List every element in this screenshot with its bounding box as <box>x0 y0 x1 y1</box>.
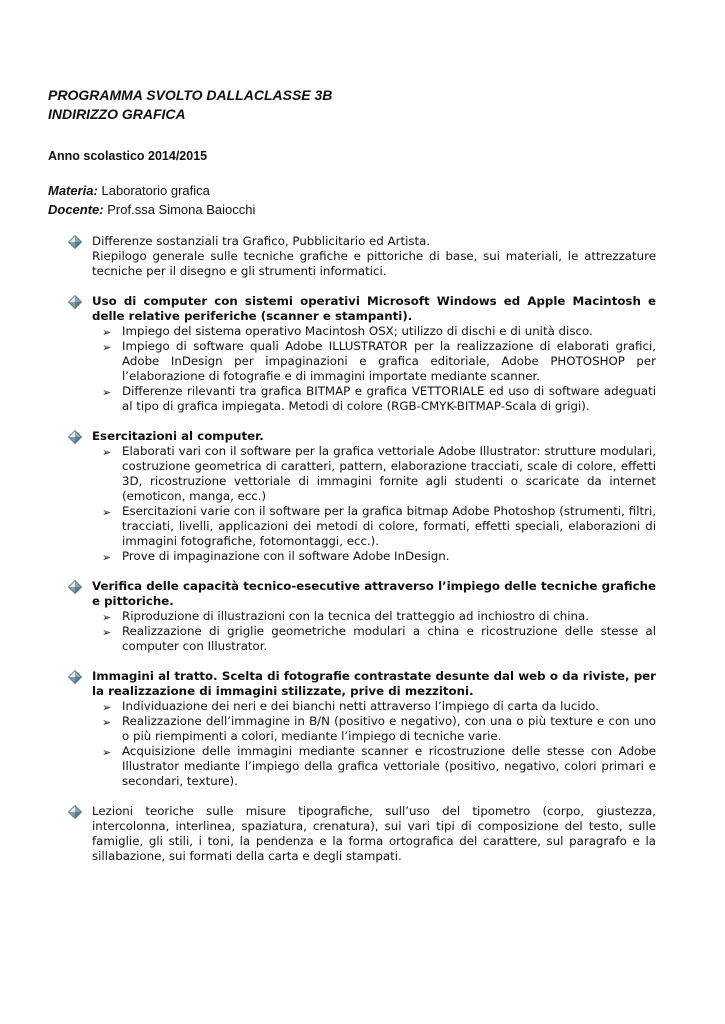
arrow-bullet-icon: ➢ <box>102 611 112 624</box>
diamond-bullet-icon <box>68 580 82 594</box>
list-item <box>98 609 656 624</box>
diamond-bullet-icon <box>68 295 82 309</box>
arrow-bullet-icon: ➢ <box>102 506 112 519</box>
list-item <box>98 699 656 714</box>
subject-row <box>48 181 668 200</box>
section-3 <box>68 429 656 564</box>
section-title: Uso di computer con sistemi operativi Microsoft Windows ed Apple Macintosh e delle relative periferiche (scanner e stampanti). <box>92 294 656 323</box>
list-item <box>98 384 656 414</box>
list-item <box>98 339 656 384</box>
list-item-text: Riproduzione di illustrazioni con la tecnica del tratteggio ad inchiostro di china. <box>122 609 589 623</box>
section-2 <box>68 294 656 414</box>
section-title: Verifica delle capacità tecnico-esecutive attraverso l’impiego delle tecniche grafiche e pittoriche. <box>92 579 656 608</box>
list-item <box>98 549 656 564</box>
teacher-label: Docente: <box>48 202 104 217</box>
list-item-text: Elaborati vari con il software per la grafica vettoriale Adobe Illustrator: strutture modulari, costruzione geometrica di caratteri, pattern, elaborazione tracciati, scale di colore, effetti 3D, ricostruzione vettoriale di immagini fornite agli studenti o scaricate da internet (emoticon, manga, ecc.) <box>122 444 656 503</box>
arrow-bullet-icon: ➢ <box>102 626 112 639</box>
list-item <box>98 624 656 654</box>
diamond-bullet-icon <box>68 805 82 819</box>
arrow-bullet-icon: ➢ <box>102 386 112 399</box>
list-item <box>98 504 656 549</box>
subject-value: Laboratorio grafica <box>101 183 210 198</box>
list-item-text: Acquisizione delle immagini mediante scanner e ricostruzione delle stesse con Adobe Illustrator mediante l’impiego della grafica vettoriale (positivo, negativo, colori primari e secondari, texture). <box>122 744 656 788</box>
list-item-text: Individuazione dei neri e dei bianchi netti attraverso l’impiego di carta da lucido. <box>122 699 599 713</box>
arrow-bullet-icon: ➢ <box>102 341 112 354</box>
section-title: Immagini al tratto. Scelta di fotografie contrastate desunte dal web o da riviste, per la realizzazione di immagini stilizzate, prive di mezzitoni. <box>92 669 656 698</box>
arrow-bullet-icon: ➢ <box>102 551 112 564</box>
section-5 <box>68 669 656 789</box>
school-year: Anno scolastico 2014/2015 <box>48 149 208 163</box>
diamond-bullet-icon <box>68 670 82 684</box>
list-item <box>98 324 656 339</box>
section-text: Lezioni teoriche sulle misure tipografiche, sull’uso del tipometro (corpo, giustezza, intercolonna, interlinea, spaziatura, crenatura), sui vari tipi di composizione del testo, sulle famiglie, gli stili, i toni, la pendenza e la forma ortografica del carattere, sul paragrafo e la sillabazione, sui formati della carta e degli stampati. <box>92 804 656 863</box>
teacher-row <box>48 200 668 219</box>
document-title-line-1: PROGRAMMA SVOLTO DALLACLASSE 3B <box>48 87 333 103</box>
sub-list <box>92 324 656 414</box>
program-sections <box>68 234 656 879</box>
arrow-bullet-icon: ➢ <box>102 746 112 759</box>
section-text: Differenze sostanziali tra Grafico, Pubblicitario ed Artista. <box>92 234 431 248</box>
arrow-bullet-icon: ➢ <box>102 326 112 339</box>
sub-list <box>92 444 656 564</box>
arrow-bullet-icon: ➢ <box>102 716 112 729</box>
list-item-text: Impiego del sistema operativo Macintosh OSX; utilizzo di dischi e di unità disco. <box>122 324 593 338</box>
list-item <box>98 444 656 504</box>
list-item-text: Prove di impaginazione con il software Adobe InDesign. <box>122 549 450 563</box>
document-header <box>48 86 668 219</box>
diamond-bullet-icon <box>68 235 82 249</box>
meta-block <box>48 181 668 219</box>
list-item <box>98 744 656 789</box>
section-text-2: Riepilogo generale sulle tecniche grafiche e pittoriche di base, sui materiali, le attrezzature tecniche per il disegno e gli strumenti informatici. <box>92 249 656 278</box>
list-item-text: Differenze rilevanti tra grafica BITMAP e grafica VETTORIALE ed uso di software adeguati al tipo di grafica impiegata. Metodi di colore (RGB-CMYK-BITMAP-Scala di grigi). <box>122 384 656 413</box>
diamond-bullet-icon <box>68 430 82 444</box>
sub-list <box>92 699 656 789</box>
list-item <box>98 714 656 744</box>
section-title: Esercitazioni al computer. <box>92 429 264 443</box>
list-item-text: Esercitazioni varie con il software per la grafica bitmap Adobe Photoshop (strumenti, filtri, tracciati, livelli, applicazioni dei metodi di colore, formati, effetti speciali, elaborazioni di immagini fotografiche, fotomontaggi, ecc.). <box>122 504 656 548</box>
arrow-bullet-icon: ➢ <box>102 701 112 714</box>
section-4 <box>68 579 656 654</box>
subject-label: Materia: <box>48 183 98 198</box>
arrow-bullet-icon: ➢ <box>102 446 112 459</box>
document-title-line-2: INDIRIZZO GRAFICA <box>48 106 186 122</box>
teacher-value: Prof.ssa Simona Baiocchi <box>107 202 256 217</box>
list-item-text: Realizzazione dell’immagine in B/N (positivo e negativo), con una o più texture e con uno o più riempimenti a colori, mediante l’impiego di tecniche varie. <box>122 714 656 743</box>
section-1 <box>68 234 656 279</box>
section-6 <box>68 804 656 864</box>
list-item-text: Impiego di software quali Adobe ILLUSTRATOR per la realizzazione di elaborati grafici, Adobe InDesign per impaginazioni e grafica editoriale, Adobe PHOTOSHOP per l’elaborazione di fotografie e di immagini importate mediante scanner. <box>122 339 656 383</box>
sub-list <box>92 609 656 654</box>
list-item-text: Realizzazione di griglie geometriche modulari a china e ricostruzione delle stesse al computer con Illustrator. <box>122 624 656 653</box>
